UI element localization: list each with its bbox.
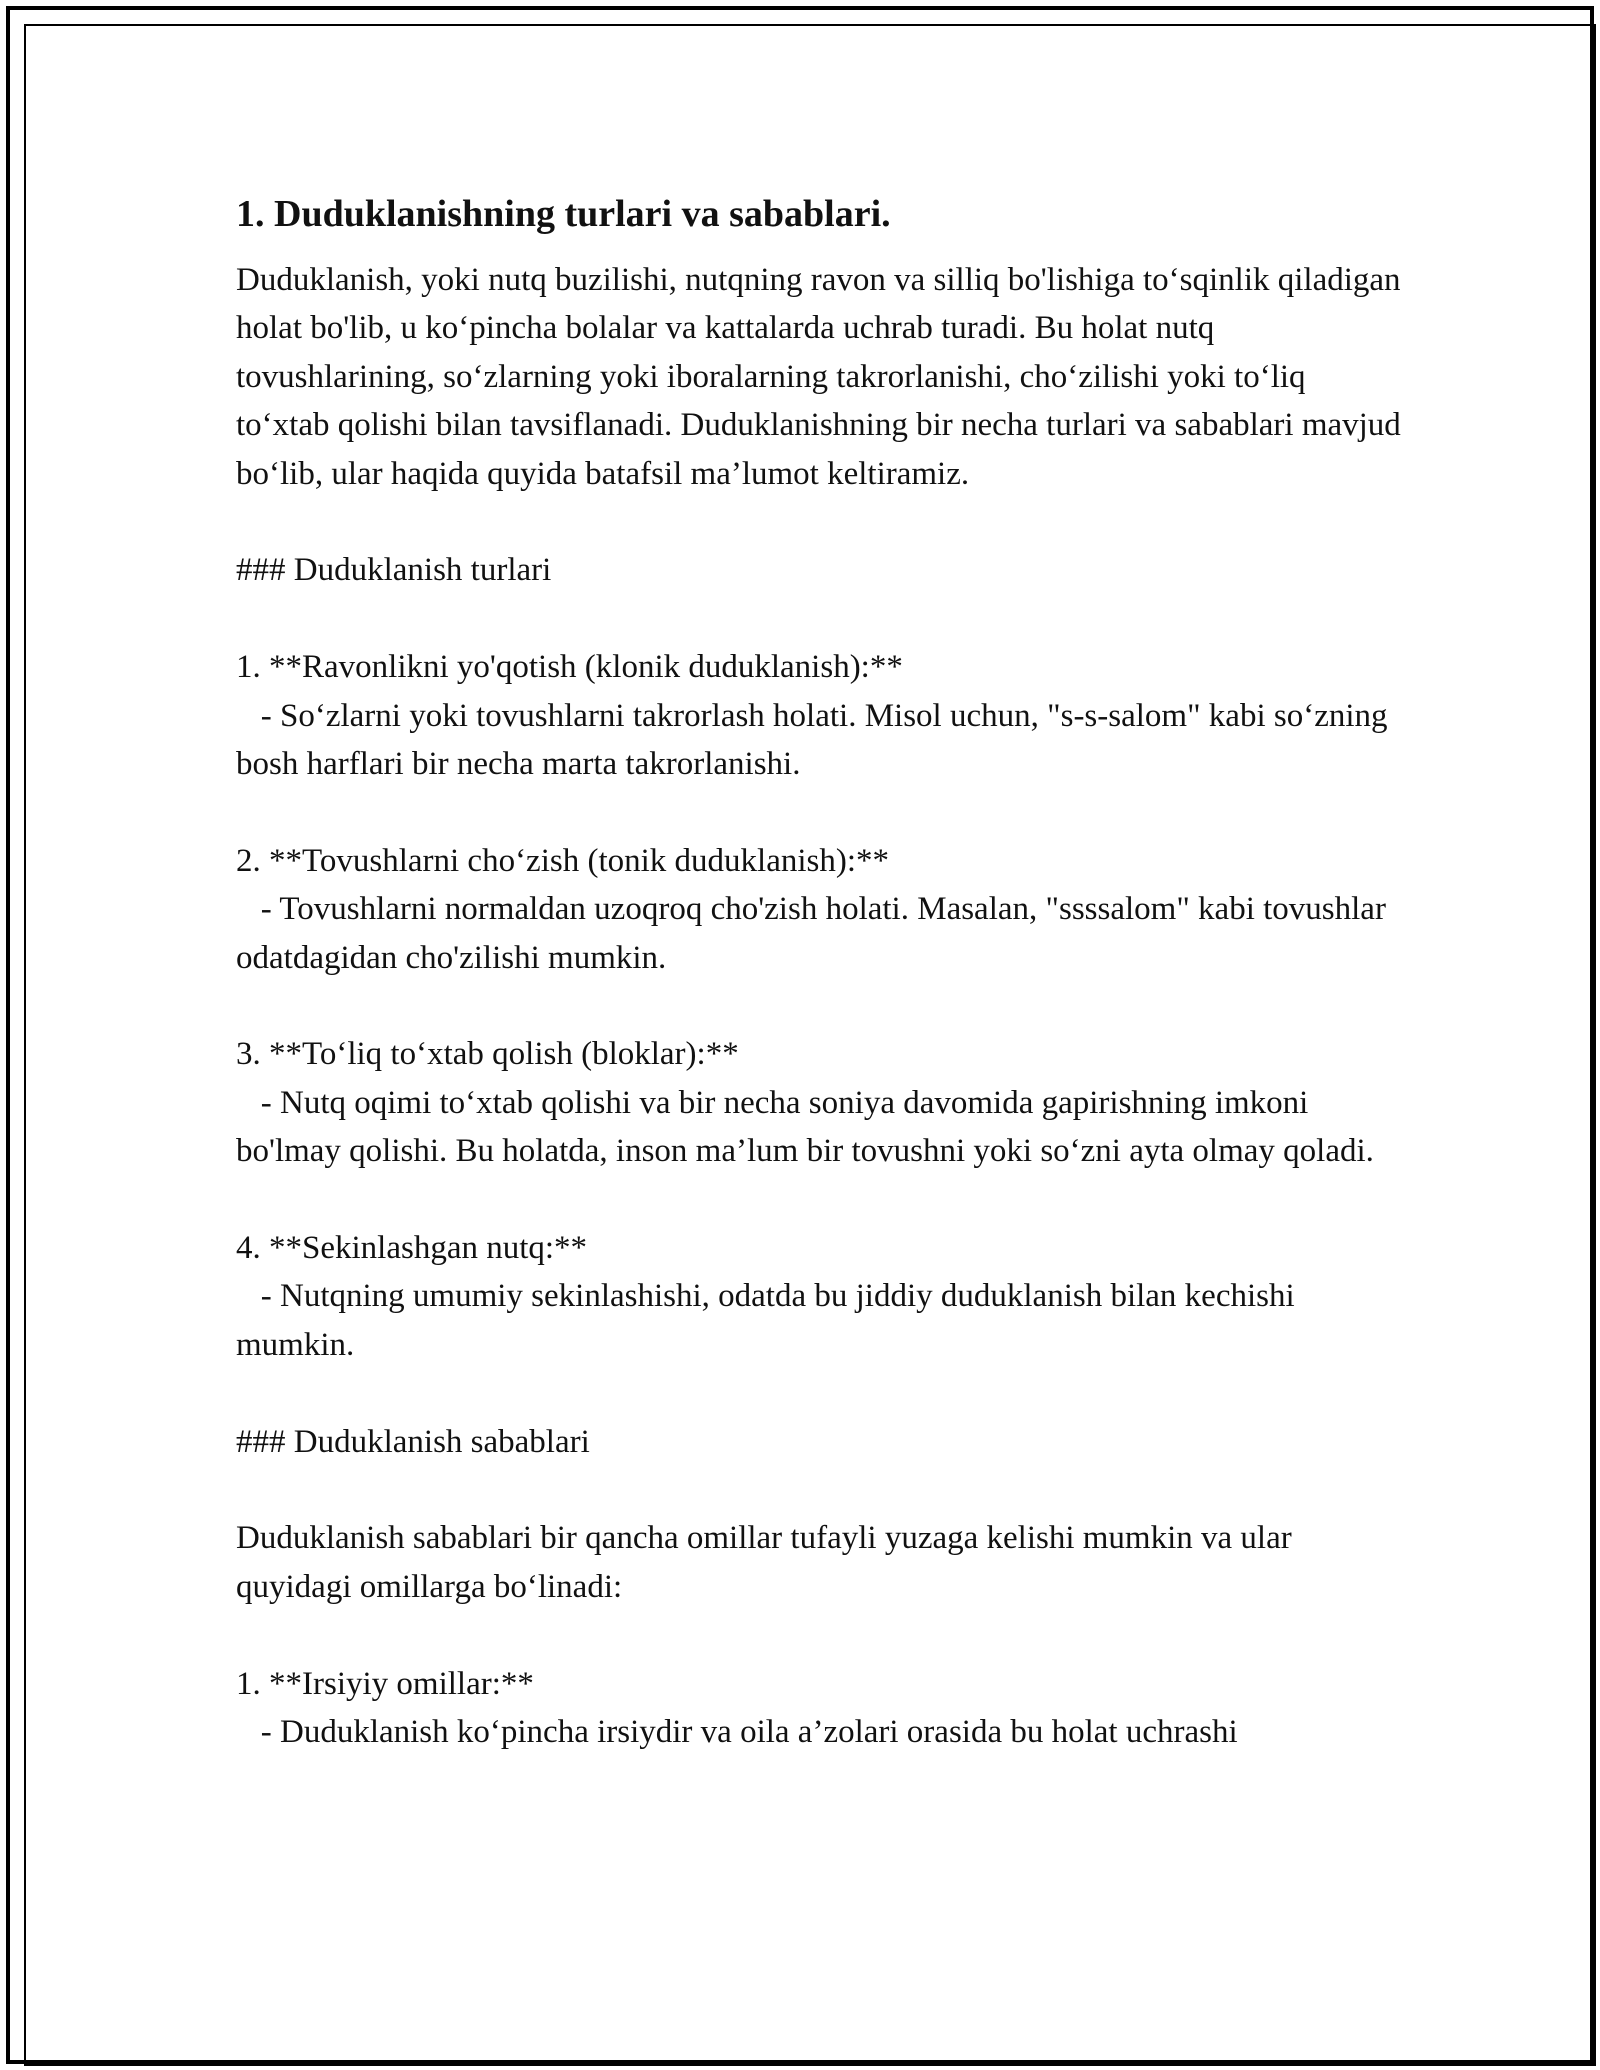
spacer bbox=[236, 1611, 1406, 1659]
spacer bbox=[236, 982, 1406, 1030]
type-item-title: 2. **Tovushlarni cho‘zish (tonik duduklanish):** bbox=[236, 842, 890, 879]
type-item-title: 1. **Ravonlikni yo'qotish (klonik duduklanish):** bbox=[236, 649, 903, 686]
type-item-text: - Tovushlarni normaldan uzoqroq cho'zish holati. Masalan, "ssssalom" kabi tovushlar odatdagidan cho'zilishi mumkin. bbox=[236, 891, 1395, 976]
document-title: 1. Duduklanishning turlari va sabablari. bbox=[236, 193, 891, 235]
type-item-title: 4. **Sekinlashgan nutq:** bbox=[236, 1230, 588, 1267]
intro-paragraph: Duduklanish, yoki nutq buzilishi, nutqning ravon va silliq bo'lishiga to‘sqinlik qiladigan holat bo'lib, u ko‘pincha bolalar va kattalarda uchrab turadi. Bu holat nutq tovushlarining, so‘zlarning yoki iboralarning takrorlanishi, cho‘zilishi yoki to‘liq to‘xtab qolishi bilan tavsiflanadi. Duduklanishning bir necha turlari va sabablari mavjud bo‘lib, ular haqida quyida batafsil ma’lumot keltiramiz. bbox=[236, 262, 1410, 492]
spacer bbox=[236, 1466, 1406, 1514]
spacer bbox=[236, 1369, 1406, 1417]
cause-item-text: - Duduklanish ko‘pincha irsiydir va oila a’zolari orasida bu holat uchrashi bbox=[236, 1714, 1238, 1751]
causes-intro-paragraph: Duduklanish sabablari bir qancha omillar tufayli yuzaga kelishi mumkin va ular quyidagi omillarga bo‘linadi: bbox=[236, 1520, 1300, 1605]
spacer bbox=[236, 498, 1406, 546]
type-item-text: - So‘zlarni yoki tovushlarni takrorlash holati. Misol uchun, "s-s-salom" kabi so‘zning bosh harflari bir necha marta takrorlanishi. bbox=[236, 697, 1396, 783]
cause-item-title: 1. **Irsiyiy omillar:** bbox=[236, 1665, 534, 1702]
spacer bbox=[236, 595, 1406, 643]
type-item-title: 3. **To‘liq to‘xtab qolish (bloklar):** bbox=[236, 1036, 739, 1073]
spacer bbox=[236, 788, 1406, 836]
document-body bbox=[236, 188, 1410, 1756]
spacer bbox=[236, 1176, 1406, 1224]
type-item-text: - Nutqning umumiy sekinlashishi, odatda bu jiddiy duduklanish bilan kechishi mumkin. bbox=[236, 1278, 1303, 1363]
causes-heading: ### Duduklanish sabablari bbox=[236, 1423, 590, 1460]
types-heading: ### Duduklanish turlari bbox=[236, 552, 552, 589]
type-item-text: - Nutq oqimi to‘xtab qolishi va bir necha soniya davomida gapirishning imkoni bo'lmay qolishi. Bu holatda, inson ma’lum bir tovushni yoki so‘zni ayta olmay qoladi. bbox=[236, 1084, 1374, 1170]
